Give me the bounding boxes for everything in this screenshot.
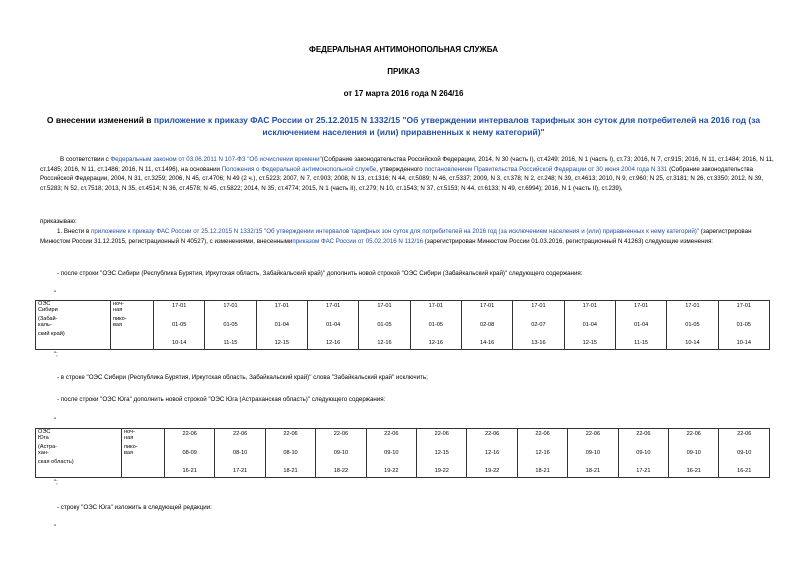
- region-line: ОЭС: [38, 301, 51, 307]
- night-interval: 17-01: [223, 303, 238, 309]
- night-interval: 22-06: [737, 431, 752, 437]
- night-interval: 17-01: [633, 303, 649, 309]
- peak-interval: 18-22: [333, 468, 349, 474]
- month-value-cell: [417, 429, 467, 478]
- month-value-cell: [265, 429, 315, 478]
- month-value-cell: [667, 301, 718, 350]
- night-interval: 17-01: [736, 303, 751, 309]
- quote-open-3: ": [54, 525, 57, 531]
- quote-open-2: ": [54, 418, 57, 424]
- peak-interval: 19-22: [484, 468, 500, 474]
- peak-interval: 01-05: [736, 322, 751, 328]
- night-interval: 17-01: [274, 303, 289, 309]
- item-1-paragraph: [40, 227, 775, 246]
- peak-interval: 16-21: [182, 468, 197, 474]
- peak-interval: 09-10: [636, 450, 651, 456]
- title-link[interactable]: приложение к приказу ФАС России от 25.12.2015 N 1332/15 "Об утверждении интервалов тарифных зон суток для потребителей на 2016 год (за исключением населения и (или) приравненных к нему категорий)": [153, 115, 761, 137]
- night-interval: 17-01: [479, 303, 495, 309]
- region-cell: [36, 429, 122, 478]
- month-value-cell: [718, 301, 769, 350]
- month-value-cell: [215, 429, 265, 478]
- region-line: ОЭС: [38, 429, 51, 435]
- zone-night-line: ноч-: [113, 301, 124, 307]
- tariff-table-siberia: [35, 300, 770, 350]
- month-value-cell: [154, 301, 205, 350]
- document-title: [30, 114, 777, 138]
- night-interval: 17-01: [377, 303, 392, 309]
- item1-text-1: 1. Внести в: [57, 228, 91, 235]
- night-interval: 22-06: [232, 431, 248, 437]
- peak-interval: 02-08: [479, 322, 495, 328]
- peak-interval: 11-15: [634, 340, 649, 346]
- peak-interval: 17-21: [636, 468, 651, 474]
- zone-peak-line: пико-: [124, 444, 138, 450]
- night-interval: 22-06: [333, 431, 349, 437]
- preamble-text-2: (Собрание законодательства Российской Федерации, 2014, N 30 (часть I), ст.4249; 2016, N 1 (часть I), ст.73; 2016, N 7, ст.915; 2016, N 11, ст.1484; 2016, N 11, ст.1485; 2016, N 11, ст.1486; 2016, N 11, ст.1496), на основании: [40, 156, 774, 173]
- month-value-cell: [461, 301, 512, 350]
- peak-interval: 18-21: [283, 468, 298, 474]
- month-value-cell: [564, 301, 615, 350]
- peak-interval: 01-05: [428, 322, 443, 328]
- preamble-text-1: В соответствии с: [60, 156, 111, 163]
- peak-interval: 01-04: [582, 322, 597, 328]
- region-line: (Забай-: [38, 316, 58, 322]
- preamble-text-3: , утвержденного: [376, 165, 425, 173]
- month-value-cell: [513, 301, 564, 350]
- region-line: Сибири: [38, 307, 58, 313]
- night-interval: 22-06: [686, 431, 701, 437]
- bullet-1: - после строки "ОЭС Сибири (Республика Бурятия, Иркутская область, Забайкальский край)" дополнить новой строкой "ОЭС Сибири (Забайкальский край)" следующего содержания:: [57, 270, 583, 277]
- bullet-4: - строку "ОЭС Юга" изложить в следующей редакции:: [57, 504, 212, 511]
- month-value-cell: [316, 429, 366, 478]
- zone-night-line: ноч-: [124, 429, 135, 435]
- peak-interval: 01-04: [274, 322, 289, 328]
- peak-interval: 18-21: [585, 468, 601, 474]
- peak-interval: 08-10: [232, 450, 248, 456]
- federal-law-link[interactable]: Федеральным законом от 03.06.2011 N 107-ФЗ "Об исчислении времени": [110, 156, 322, 163]
- peak-interval: 01-05: [172, 322, 187, 328]
- night-interval: 17-01: [531, 303, 546, 309]
- night-interval: 22-06: [585, 431, 601, 437]
- night-interval: 22-06: [434, 431, 449, 437]
- item1-text-3: (зарегистрирован Минюстом России 01.03.2016, регистрационный N 41263) следующие изменения:: [423, 237, 714, 245]
- zone-night-line: ная: [113, 307, 123, 313]
- peak-interval: 12-16: [325, 340, 341, 346]
- peak-interval: 13-16: [531, 340, 546, 346]
- peak-interval: 19-22: [434, 468, 449, 474]
- order-annex-link[interactable]: приложение к приказу ФАС России от 25.12.2015 N 1332/15 "Об утверждении интервалов тарифных зон суток для потребителей на 2016 год (за исключением населения и (или) приравненных к нему категорий)": [90, 228, 700, 235]
- region-cell: [36, 301, 111, 350]
- peak-interval: 12-16: [377, 340, 392, 346]
- document-type: ПРИКАЗ: [387, 67, 420, 76]
- night-interval: 17-01: [582, 303, 597, 309]
- night-interval: 22-06: [484, 431, 500, 437]
- night-interval: 22-06: [384, 431, 399, 437]
- region-line: ский край): [38, 331, 65, 337]
- month-value-cell: [669, 429, 719, 478]
- region-line: хан-: [38, 450, 49, 456]
- month-value-cell: [205, 301, 256, 350]
- peak-interval: 19-22: [384, 468, 399, 474]
- peak-interval: 09-10: [333, 450, 349, 456]
- preamble-text-4: (Собрание законодательства Российской Федерации, 2004, N 31, ст.3259; 2006, N 45, ст.4706; N 49 (2 ч.), ст.5223; 2007, N 7, ст.903; 2008, N 13, ст.1316; N 44, ст.5089; N 46, ст.5337; 2009, N 3, ст.378; N 2, ст.248; N 39, ст.4613; 2010, N 9, ст.960; N 25, ст.3181; N 26, ст.3350; 2012, N 39, ст.5283; N 52, ст.7518; 2013, N 35, ст.4514; N 36, ст.4578; N 45, ст.5822; 2014, N 35, ст.4774; 2015, N 1 (часть II), ст.279; N 10, ст.1543; N 37, ст.5153; N 44, ст.6133; N 49, ст.6994); 2016, N 1 (часть II), ст.239),: [40, 165, 764, 192]
- quote-open-1: ": [54, 291, 57, 297]
- peak-interval: 10-14: [172, 340, 187, 346]
- night-interval: 22-06: [283, 431, 298, 437]
- bullet-2: - в строке "ОЭС Сибири (Республика Бурятия, Иркутская область, Забайкальский край)" слова "Забайкальский край" исключить;: [57, 374, 428, 381]
- peak-interval: 16-21: [686, 468, 701, 474]
- region-line: (Астра-: [38, 444, 58, 450]
- document-date: от 17 марта 2016 года N 264/16: [343, 89, 464, 98]
- night-interval: 17-01: [685, 303, 700, 309]
- month-value-cell: [618, 429, 668, 478]
- region-line: ская область): [38, 459, 74, 465]
- peak-interval: 11-15: [223, 340, 238, 346]
- item1-text-2: (зарегистрирован Минюстом России 31.12.2015, регистрационный N 40527), с изменениями, внесенными: [40, 228, 752, 245]
- region-line: каль-: [38, 322, 52, 328]
- month-value-cell: [307, 301, 358, 350]
- zone-peak-line: вая: [113, 322, 123, 328]
- night-interval: 22-06: [636, 431, 651, 437]
- peak-interval: 01-05: [685, 322, 700, 328]
- month-value-cell: [256, 301, 307, 350]
- peak-interval: 10-14: [685, 340, 700, 346]
- peak-interval: 10-14: [736, 340, 751, 346]
- region-line: Юга: [38, 435, 49, 441]
- peak-interval: 12-16: [484, 450, 500, 456]
- peak-interval: 16-21: [737, 468, 752, 474]
- amending-order-link[interactable]: приказом ФАС России от 05.02.2016 N 112/16: [292, 237, 424, 245]
- preamble-paragraph: [40, 155, 775, 193]
- month-value-cell: [165, 429, 215, 478]
- fas-regulation-link[interactable]: Положения о Федеральной антимонопольной службе: [221, 165, 377, 173]
- peak-interval: 12-16: [535, 450, 550, 456]
- order-word: приказываю:: [40, 218, 77, 225]
- zone-night-line: ная: [124, 435, 134, 441]
- peak-interval: 08-09: [182, 450, 197, 456]
- peak-interval: 01-05: [377, 322, 392, 328]
- month-value-cell: [410, 301, 461, 350]
- peak-interval: 09-10: [384, 450, 399, 456]
- month-value-cell: [615, 301, 666, 350]
- peak-interval: 17-21: [232, 468, 248, 474]
- peak-interval: 08-10: [283, 450, 298, 456]
- month-value-cell: [568, 429, 618, 478]
- night-interval: 22-06: [535, 431, 550, 437]
- peak-interval: 01-04: [633, 322, 649, 328]
- peak-interval: 12-16: [428, 340, 443, 346]
- zone-peak-line: вая: [124, 450, 134, 456]
- quote-close-1: ";: [54, 352, 58, 358]
- peak-interval: 09-10: [585, 450, 601, 456]
- peak-interval: 09-10: [737, 450, 752, 456]
- night-interval: 17-01: [428, 303, 443, 309]
- bullet-3: - после строки "ОЭС Юга" дополнить новой строкой "ОЭС Юга (Астраханская область)" следующего содержания:: [57, 396, 386, 403]
- peak-interval: 02-07: [531, 322, 546, 328]
- zone-cell: [111, 301, 154, 350]
- peak-interval: 12-15: [434, 450, 449, 456]
- zone-cell: [122, 429, 165, 478]
- peak-interval: 12-15: [274, 340, 289, 346]
- peak-interval: 09-10: [686, 450, 701, 456]
- month-value-cell: [467, 429, 517, 478]
- tariff-table-south: [35, 428, 770, 478]
- zone-peak-line: пико-: [113, 316, 127, 322]
- night-interval: 22-06: [182, 431, 197, 437]
- month-value-cell: [359, 301, 410, 350]
- agency-name: ФЕДЕРАЛЬНАЯ АНТИМОНОПОЛЬНАЯ СЛУЖБА: [309, 45, 498, 54]
- month-value-cell: [517, 429, 567, 478]
- quote-close-2: ";: [54, 480, 58, 486]
- month-value-cell: [719, 429, 770, 478]
- peak-interval: 01-05: [223, 322, 238, 328]
- government-decree-link[interactable]: постановлением Правительства Российской Федерации от 30 июня 2004 года N 331: [424, 165, 668, 173]
- title-prefix: О внесении изменений в: [46, 115, 154, 125]
- peak-interval: 12-15: [582, 340, 597, 346]
- peak-interval: 18-21: [535, 468, 550, 474]
- month-value-cell: [366, 429, 416, 478]
- peak-interval: 01-04: [325, 322, 341, 328]
- night-interval: 17-01: [172, 303, 187, 309]
- night-interval: 17-01: [325, 303, 341, 309]
- peak-interval: 14-16: [479, 340, 495, 346]
